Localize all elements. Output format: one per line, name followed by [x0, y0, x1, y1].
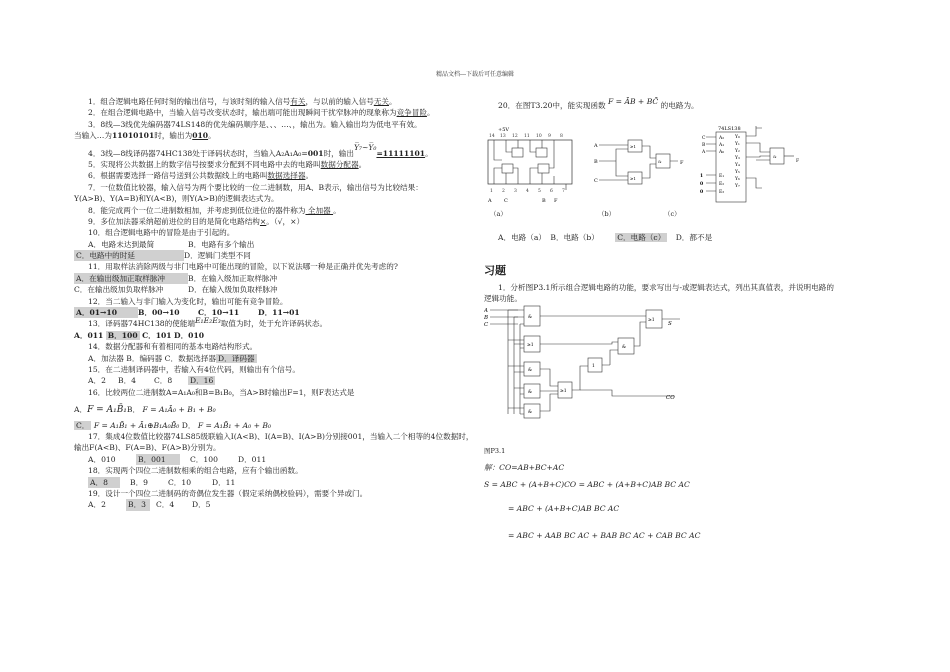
- svg-text:A: A: [702, 150, 706, 155]
- svg-text:E₂: E₂: [719, 182, 725, 187]
- solution: 解：CO=AB+BC+AC S = ABC + (A+B+C)CO = ABC + (A+B+C)AB BC AC = ABC + (A+B+C)AB BC AC = ABC + AAB BC AC + BAB BC AC + CAB BC AC: [484, 463, 701, 541]
- q18: 18．实现两个四位二进制数相乘的组合电路，应有个输出函数。: [88, 466, 303, 476]
- svg-text:Y₃: Y₃: [735, 156, 740, 161]
- q7-cont: Y(A>B)、Y(A=B)和Y(A<B)，则Y(A>B)的逻辑表达式为。: [74, 194, 279, 204]
- q10: 10．组合逻辑电路中的冒险是由于引起的。: [88, 228, 235, 238]
- figure-p31-circuit: [484, 304, 694, 434]
- q5: 5．实现将公共数据上的数字信号按要求分配到不同电路中去的电路叫数据分配器。: [88, 159, 367, 169]
- chip-label: 74LS138: [718, 126, 741, 132]
- q8: 8．能完成两个一位二进制数相加，并考虑到低位进位的器件称为 全加器 。: [88, 205, 341, 215]
- q14-opts: A．加法器 B．编码器 C．数据选择器 D．译码器: [88, 353, 255, 363]
- q13: 13．译码器74HC138的使能端E₁E₂E₃取值为时，处于允许译码状态。: [88, 316, 328, 329]
- q10-opts-2: C．电路中的时延 D．逻辑门类型不同: [76, 251, 251, 261]
- svg-text:B: B: [484, 315, 489, 321]
- q15: 15．在二进制译码器中，若输入有4位代码，则输出有个信号。: [88, 364, 300, 374]
- svg-text:A₂: A₂: [719, 136, 725, 141]
- q17-cont: 输出F(A<B)、F(A=B)、F(A>B)分别为。: [74, 443, 221, 453]
- svg-text:E₃: E₃: [719, 190, 725, 195]
- page-header: 精品文档---下载后可任意编辑: [435, 71, 515, 78]
- figure-a-label: （a）: [490, 210, 507, 218]
- output-s: S: [668, 321, 672, 327]
- svg-text:≥1: ≥1: [648, 318, 655, 323]
- svg-text:C: C: [484, 322, 489, 328]
- q15-opts: A．2 B．4 C．8 D．16: [88, 376, 214, 386]
- svg-text:A₀: A₀: [719, 150, 725, 155]
- figure-b-label: （b）: [598, 210, 616, 218]
- q19-opts: A．2 B．3 C．4 D．5: [88, 500, 211, 510]
- svg-text:1: 1: [700, 174, 704, 179]
- svg-text:5: 5: [538, 189, 541, 194]
- svg-text:10: 10: [536, 134, 542, 139]
- svg-text:F: F: [680, 160, 684, 166]
- svg-text:Y₄: Y₄: [735, 163, 740, 168]
- output-co: CO: [666, 395, 675, 401]
- svg-text:&: &: [658, 159, 662, 164]
- svg-text:≥1: ≥1: [527, 343, 534, 348]
- svg-text:B: B: [542, 198, 546, 204]
- q20-options: A．电路（a） B．电路（b） C．电路（c） D．都不是: [498, 233, 713, 242]
- q11-opts-1: A．在输出级加正取样脉冲 B．在输入级加正取样脉冲: [76, 273, 278, 283]
- svg-text:C: C: [702, 136, 706, 141]
- q6: 6．根据需要选择一路信号送到公共数据线上的电路叫数据选择器。: [88, 171, 314, 181]
- q13-opts: A．011 B．100 C．101 D．010: [74, 330, 205, 340]
- svg-text:A: A: [594, 143, 598, 149]
- left-column: [74, 96, 474, 511]
- q14: 14．数据分配器和有着相同的基本电路结构形式。: [88, 342, 258, 352]
- q19: 19．设计一个四位二进制码的奇偶位发生器（假定采纳偶校验码），需要个异或门。: [88, 489, 368, 498]
- svg-text:6: 6: [550, 189, 553, 194]
- q7: 7．一位数值比较器，输入信号为两个要比较的一位二进制数，用A、B表示，输出信号为比较结果：: [88, 182, 423, 192]
- svg-text:A: A: [484, 308, 488, 314]
- svg-text:0: 0: [700, 182, 704, 187]
- svg-text:E₁: E₁: [719, 174, 725, 179]
- svg-text:14: 14: [489, 134, 495, 139]
- figure-p31-caption: 图P3.1: [484, 447, 506, 455]
- svg-text:13: 13: [500, 134, 506, 139]
- figure-c-circuit: [700, 124, 810, 214]
- q12: 12．当二输入与非门输入为变化时，输出可能有竞争冒险。: [88, 296, 288, 306]
- svg-text:8: 8: [560, 134, 563, 139]
- svg-text:A₁: A₁: [719, 143, 725, 148]
- svg-text:≥1: ≥1: [560, 389, 567, 394]
- svg-text:B: B: [594, 159, 598, 165]
- svg-text:Y₂: Y₂: [735, 149, 740, 154]
- q4: 4．3线—8线译码器74HC138处于译码状态时，当输入A₂A₁A₀=001时，输出Y̅₇~Y̅₀=11111101。: [88, 142, 433, 158]
- svg-text:F: F: [796, 159, 800, 164]
- svg-text:&: &: [528, 390, 533, 395]
- figure-c-label: （c）: [664, 210, 681, 218]
- q3-cont: 当输入…为11010101时，输出为010。: [74, 131, 216, 141]
- p31-text: 1．分析图P3.1所示组合逻辑电路的功能，要求写出与-或逻辑表达式，列出其真值表，并说明电路的 逻辑功能。: [484, 283, 834, 304]
- svg-text:Y₆: Y₆: [735, 177, 740, 182]
- q18-opts: A．8 B．9 C．10 D．11: [90, 477, 236, 487]
- svg-text:Y₁: Y₁: [735, 142, 740, 147]
- q20: 20．在图T3.20中，能实现函数 F = ĀB + BC̄ 的电路为。: [498, 97, 699, 110]
- svg-text:&: &: [528, 315, 533, 320]
- figure-a-circuit: [484, 124, 579, 206]
- q11: 11．用取样法消除两级与非门电路中可能出现的冒险，以下说法哪一种是正确并优先考虑的?: [88, 262, 398, 272]
- svg-text:7: 7: [562, 189, 565, 194]
- svg-text:C: C: [594, 178, 598, 184]
- svg-text:A: A: [488, 198, 492, 204]
- q11-opts-2: C．在输出级加负取样脉冲 D．在输入级加负取样脉冲: [74, 285, 278, 295]
- right-column: [484, 97, 744, 111]
- q2: 2．在组合逻辑电路中，当输入信号改变状态时，输出端可能出现瞬间干扰窄脉冲的现象称为竞争冒险。: [88, 108, 435, 118]
- svg-text:&: &: [528, 368, 533, 373]
- q16-opts-2: C． F = A₁B̄₁ + Ā₁⊕B₁A₀B̄₀ D． F = A₁B̄₁ + A₀ + B₀: [76, 420, 271, 430]
- svg-text:0: 0: [700, 190, 704, 195]
- svg-text:Y₀: Y₀: [735, 135, 740, 140]
- svg-text:B: B: [702, 143, 706, 148]
- section-title: 习题: [484, 264, 506, 277]
- q1: 1．组合逻辑电路任何时刻的输出信号，与该时刻的输入信号有关，与以前的输入信号无关。: [88, 97, 397, 106]
- q9: 9．多位加法器采纳超前进位的目的是简化电路结构×。（√，×）: [88, 216, 305, 226]
- q12-opts: A．01→10 B．00→10 C．10→11 D．11→01: [76, 308, 300, 318]
- svg-text:9: 9: [548, 134, 551, 139]
- q3: 3．8线—3线优先编码器74LS148的优先编码顺序是、、、…、，输出为。输入输出均为低电平有效。: [88, 119, 422, 129]
- figure-b-circuit: [594, 136, 686, 196]
- svg-text:&: &: [773, 154, 777, 159]
- svg-text:≥1: ≥1: [630, 144, 636, 149]
- svg-text:1: 1: [592, 364, 595, 369]
- q16-opts-1: A．F = A₁B̄₁B． F = A₁Ā₀ + B₁ + B₀: [74, 405, 216, 416]
- q10-opts-1: A．电路未达到最简 B．电路有多个输出: [88, 239, 255, 249]
- svg-text:F: F: [554, 198, 558, 204]
- svg-text:4: 4: [526, 189, 529, 194]
- q16: 16．比较两位二进制数A=A₁A₀和B=B₁B₀，当A>B时输出F=1，则F表达式是: [88, 387, 355, 397]
- svg-text:11: 11: [524, 134, 530, 139]
- svg-text:&: &: [528, 410, 533, 415]
- svg-text:C: C: [504, 198, 508, 204]
- svg-text:12: 12: [512, 134, 518, 139]
- svg-text:Y₇: Y₇: [735, 184, 740, 189]
- svg-text:3: 3: [514, 189, 517, 194]
- svg-text:≥1: ≥1: [630, 176, 636, 181]
- svg-text:&: &: [622, 345, 627, 350]
- svg-text:Y₅: Y₅: [735, 170, 740, 175]
- svg-text:1: 1: [490, 189, 493, 194]
- svg-text:+5V: +5V: [498, 127, 509, 133]
- q17-opts: A．010 B．001 C．100 D．011: [88, 454, 267, 464]
- q17: 17．集成4位数值比较器74LS85级联输入I(A<B)、I(A=B)、I(A>B)分别接001，当输入二个相等的4位数据时，: [88, 432, 474, 442]
- svg-text:2: 2: [502, 189, 505, 194]
